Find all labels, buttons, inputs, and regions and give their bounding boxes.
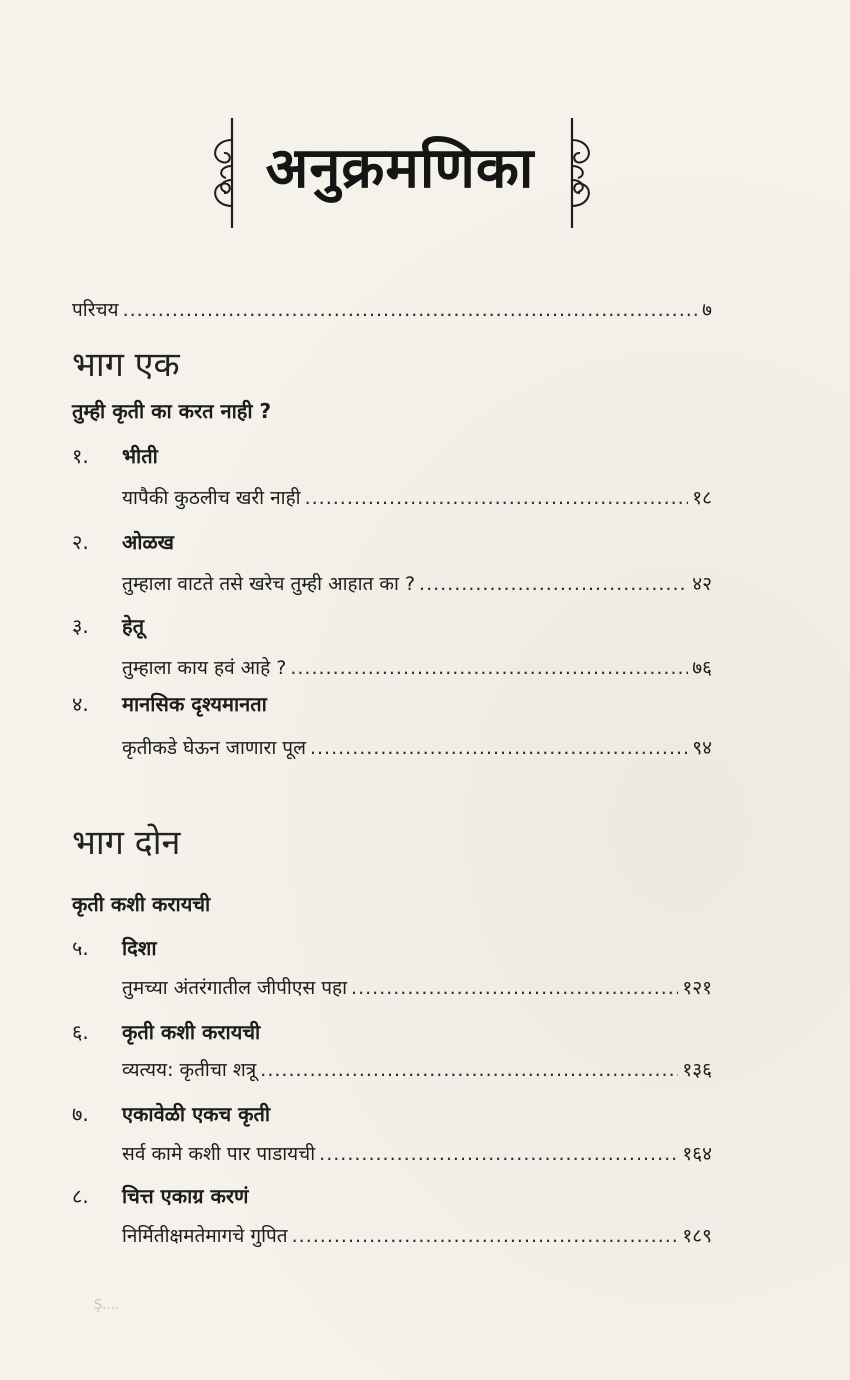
chapter-number: ८. <box>72 1184 89 1208</box>
toc-entry-chapter-8[interactable] <box>122 1222 712 1248</box>
dot-leader <box>419 573 688 595</box>
toc-entry-chapter-6[interactable] <box>122 1056 712 1082</box>
chapter-number: ३. <box>72 614 89 638</box>
entry-title: तुमच्या अंतरंगातील जीपीएस पहा <box>122 977 348 999</box>
entry-title: व्यत्यय: कृतीचा शत्रू <box>122 1059 257 1081</box>
chapter-number: २. <box>72 530 89 554</box>
entry-title: कृतीकडे घेऊन जाणारा पूल <box>122 737 306 759</box>
right-scroll-ornament <box>562 118 602 228</box>
chapter-number: १. <box>72 444 89 468</box>
chapter-number: ६. <box>72 1020 89 1044</box>
chapter-title: ओळख <box>122 530 175 554</box>
left-scroll-ornament <box>202 118 242 228</box>
dot-leader <box>292 1225 679 1247</box>
dot-leader <box>290 657 688 679</box>
chapter-title: भीती <box>122 444 158 468</box>
chapter-title: एकावेळी एकच कृती <box>122 1102 271 1126</box>
dot-leader <box>351 977 678 999</box>
part-one-subtitle: तुम्ही कृती का करत नाही ? <box>72 399 272 423</box>
entry-title: परिचय <box>72 299 119 321</box>
page-number: १३६ <box>682 1059 712 1081</box>
title-block <box>200 118 600 228</box>
part-two-subtitle: कृती कशी करायची <box>72 892 211 916</box>
toc-entry-chapter-4[interactable] <box>122 734 712 760</box>
toc-entry-chapter-5[interactable] <box>122 974 712 1000</box>
entry-title: तुम्हाला वाटते तसे खरेच तुम्ही आहात का ? <box>122 573 416 595</box>
part-two-title: भाग दोन <box>72 823 181 863</box>
dot-leader <box>305 487 689 509</box>
chapter-title: हेतू <box>122 614 145 638</box>
toc-entry-chapter-2[interactable] <box>122 570 712 596</box>
chapter-number: ७. <box>72 1102 89 1126</box>
page-number: १६४ <box>682 1143 712 1165</box>
dot-leader <box>260 1059 678 1081</box>
dot-leader <box>319 1143 678 1165</box>
chapter-number: ४. <box>72 692 89 716</box>
page-number: ७ <box>702 299 712 321</box>
chapter-title: कृती कशी करायची <box>122 1020 261 1044</box>
dot-leader <box>310 737 688 759</box>
entry-title: यापैकी कुठलीच खरी नाही <box>122 487 301 509</box>
page-number: ४२ <box>692 573 712 595</box>
toc-entry-chapter-7[interactable] <box>122 1140 712 1166</box>
page-number: १८९ <box>682 1225 712 1247</box>
chapter-title: चित्त एकाग्र करणं <box>122 1184 249 1208</box>
toc-entry-intro[interactable] <box>72 296 712 322</box>
page-number: ९४ <box>692 737 712 759</box>
entry-title: तुम्हाला काय हवं आहे ? <box>122 657 287 679</box>
page-title: अनुक्रमणिका <box>265 136 535 201</box>
chapter-title: दिशा <box>122 936 157 960</box>
faint-footer-text: Ş.… <box>94 1298 120 1313</box>
page-number: १२१ <box>682 977 712 999</box>
chapter-number: ५. <box>72 936 89 960</box>
page-number: १८ <box>692 487 712 509</box>
chapter-title: मानसिक दृश्यमानता <box>122 692 267 716</box>
part-one-title: भाग एक <box>72 345 180 385</box>
toc-entry-chapter-1[interactable] <box>122 484 712 510</box>
dot-leader <box>123 299 699 321</box>
entry-title: सर्व कामे कशी पार पाडायची <box>122 1143 316 1165</box>
entry-title: निर्मितीक्षमतेमागचे गुपित <box>122 1225 288 1247</box>
page-number: ७६ <box>692 657 712 679</box>
toc-entry-chapter-3[interactable] <box>122 654 712 680</box>
